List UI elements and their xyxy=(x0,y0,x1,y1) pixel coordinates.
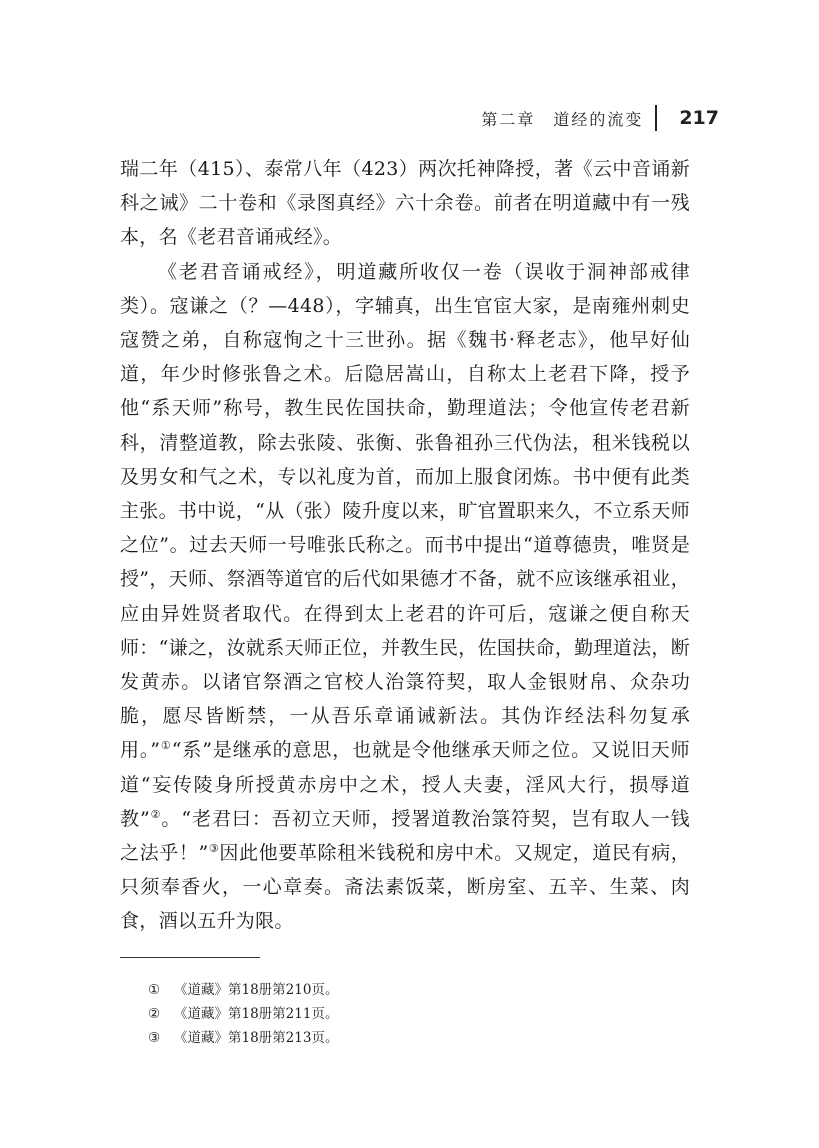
text-segment: 。“老君曰：吾初立天师，授署道教治箓符契，岂有取人一钱之法乎！” xyxy=(120,807,690,865)
chapter-title: 第二章 道经的流变 xyxy=(481,109,644,129)
header-divider xyxy=(655,105,657,131)
footnote-text: 《道藏》第18册第210页。 xyxy=(174,982,339,998)
footnote-2 xyxy=(148,1002,708,1026)
footnote-ref-3[interactable]: ③ xyxy=(208,842,220,856)
footnote-mark: ② xyxy=(148,1006,161,1022)
footnote-ref-1[interactable]: ① xyxy=(160,739,172,753)
footnote-rule xyxy=(120,957,260,958)
footnote-ref-2[interactable]: ② xyxy=(149,807,162,821)
body-text xyxy=(120,152,690,939)
footnote-1 xyxy=(148,978,708,1002)
paragraph-kou-qianzhi xyxy=(120,255,690,939)
page-number: 217 xyxy=(679,107,719,129)
footnote-3 xyxy=(148,1026,708,1050)
footnote-text: 《道藏》第18册第213页。 xyxy=(174,1030,339,1046)
footnote-text: 《道藏》第18册第211页。 xyxy=(174,1006,339,1022)
text-segment: 瑞二年（415）、泰常八年（423）两次托神降授，著《云中音诵新科之诫》二十卷和《录图真经》六十余卷。前者在明道藏中有一残本，名《老君音诵戒经》。 xyxy=(120,158,690,249)
text-segment: 《老君音诵戒经》，明道藏所收仅一卷（误收于洞神部戒律类）。寇谦之（？—448），字辅真，出生官宦大家，是南雍州刺史寇赞之弟，自称寇恂之十三世孙。据《魏书·释老志》，他早好仙道，年少时修张鲁之术。后隐居嵩山，自称太上老君下降，授予他“系天师”称号，教生民佐国扶命，勤理道法；令他宣传老君新科，清整道教，除去张陵、张衡、张鲁祖孙三代伪法，租米钱税以及男女和气之术，专以礼度为首，而加上服食闭炼。书中便有此类主张。书中说，“从（张）陵升度以来，旷官置职来久，不立系天师之位”。过去天师一号唯张氏称之。而书中提出“道尊德贵，唯贤是授”，天师、祭酒等道官的后代如果德才不备，就不应该继承祖业，应由异姓贤者取代。在得到太上老君的许可后，寇谦之便自称天师：“谦之，汝就系天师正位，并教生民，佐国扶命，勤理道法，断发黄赤。以诸官祭酒之官校人治箓符契，取人金银财帛、众杂功脆，愿尽皆断禁，一从吾乐章诵诫新法。其伪诈经法科勿复承用。” xyxy=(120,260,690,762)
paragraph-continued xyxy=(120,152,690,255)
text-segment: “系”是继承的意思，也就是令他继承天师之位。又说旧天师道“妄传陵身所授黄赤房中之术，授人夫妻，淫风大行，损辱道教” xyxy=(120,739,690,830)
text-segment: 因此他要革除租米钱税和房中术。又规定，道民有病，只须奉香火，一心章奏。斋法素饭菜，断房室、五辛、生菜、肉食，酒以五升为限。 xyxy=(120,842,690,933)
footnote-mark: ① xyxy=(148,982,161,998)
footnotes xyxy=(148,978,708,1050)
running-header xyxy=(481,104,719,132)
footnote-mark: ③ xyxy=(148,1030,161,1046)
